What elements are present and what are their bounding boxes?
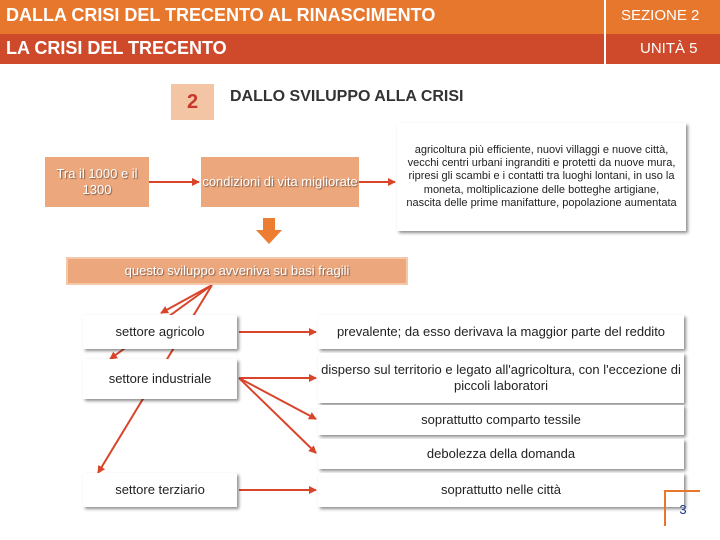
domanda-box: debolezza della domanda xyxy=(318,439,684,469)
down-block-arrow-icon xyxy=(256,218,282,244)
page-number: 3 xyxy=(664,490,700,526)
header-subtitle: LA CRISI DEL TRECENTO xyxy=(6,38,227,58)
header-title: DALLA CRISI DEL TRECENTO AL RINASCIMENTO xyxy=(6,5,436,25)
period-box: Tra il 1000 e il 1300 xyxy=(45,157,149,207)
arrow-industriale-to-tessile xyxy=(239,378,316,419)
conditions-box: condizioni di vita migliorate xyxy=(201,157,359,207)
section-number-badge: 2 xyxy=(171,84,214,120)
sector-agricolo-box: settore agricolo xyxy=(83,315,237,349)
header-section: SEZIONE 2 xyxy=(621,7,700,24)
header-unit: UNITÀ 5 xyxy=(640,40,698,57)
fragile-basis-box: questo sviluppo avveniva su basi fragili xyxy=(66,257,408,285)
section-title: DALLO SVILUPPO ALLA CRISI xyxy=(230,88,464,105)
development-description-box: agricoltura più efficiente, nuovi villaggi e nuove città, vecchi centri urbani ingranditi e protetti da nuove mura, ripresi gli scambi e i contatti tra luoghi lontani, in uso la moneta, moltiplicazione delle botteghe artigiane, nascita delle prime manifatture, popolazione aumentata xyxy=(397,123,686,231)
tessile-box: soprattutto comparto tessile xyxy=(318,405,684,435)
terziario-description-box: soprattutto nelle città xyxy=(318,473,684,507)
sector-terziario-box: settore terziario xyxy=(83,473,237,507)
arrow-industriale-to-domanda xyxy=(239,378,316,453)
industriale-description-box: disperso sul territorio e legato all'agricoltura, con l'eccezione di piccoli laboratori xyxy=(318,353,684,403)
sector-industriale-box: settore industriale xyxy=(83,359,237,399)
agricolo-description-box: prevalente; da esso derivava la maggior parte del reddito xyxy=(318,315,684,349)
